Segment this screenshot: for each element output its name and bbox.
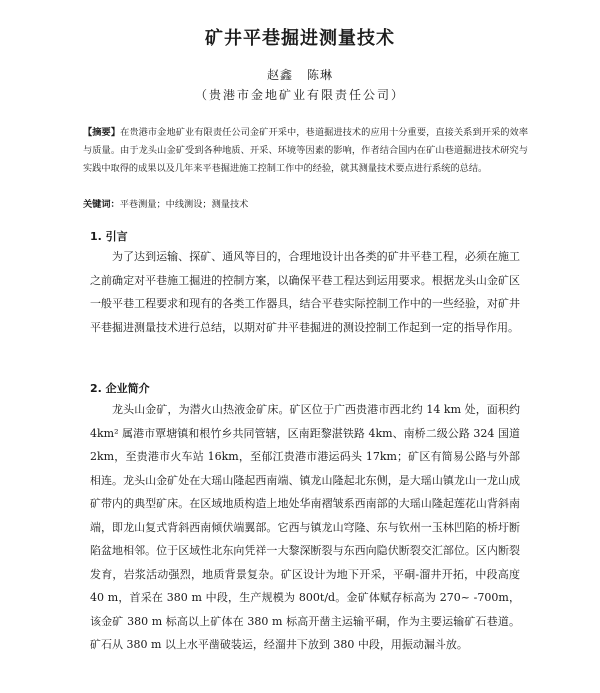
abstract-label: 【摘要】 — [83, 127, 121, 138]
section-paragraph: 为了达到运输、探矿、通风等目的，合理地设计出各类的矿井平巷工程，必须在施工之前确定对平巷施工掘进的控制方案，以确保平巷工程达到运用要求。根据龙头山金矿区一般平巷工程要求和现有的各类工作器具，结合平巷实际控制工作中的一些经验，对矿井平巷掘进测量技术进行总结，以期对矿井平巷掘进的测设控制工作起到一定的指导作用。 — [90, 250, 520, 334]
author-name: 赵鑫 — [266, 68, 293, 82]
abstract — [83, 124, 528, 178]
author-list — [0, 66, 600, 83]
abstract-text: 在贵港市金地矿业有限责任公司金矿开采中，巷道掘进技术的应用十分重要，直接关系到开采的效率与质量。由于龙头山金矿受到各种地质、开采、环境等因素的影响，作者结合国内在矿山巷道掘进技术研究与实践中取得的成果以及几年来平巷掘进施工控制工作中的经验，就其测量技术要点进行系统的总结。 — [83, 127, 529, 174]
paper-title: 矿井平巷掘进测量技术 — [205, 28, 395, 49]
keywords-label: 关键词： — [83, 199, 120, 210]
section-paragraph: 龙头山金矿，为潜火山热液金矿床。矿区位于广西贵港市西北约 14 km 处，面积约 4km² 属港市覃塘镇和根竹乡共同管辖，区南距黎湛铁路 4km、南桥二级公路 324 国道 2km，至贵港市火车站 16km，至郁江贵港市港运码头 17km；矿区有简易公路与外部相连。龙头山金矿处在大瑶山隆起西南端、镇龙山隆起北东侧，是大瑶山镇龙山一龙山成矿带内的典型矿床。在区域地质构造上地处华南褶皱系西南部的大瑶山隆起莲花山背斜南端，即龙山复式背斜西南倾伏端翼部。它西与镇龙山穹隆、东与钦州一玉林凹陷的桥圩断陷盆地相邻。位于区域性北东向凭祥一大黎深断裂与东西向隐伏断裂交汇部位。区内断裂发育，岩浆活动强烈，地质背景复杂。矿区设计为地下开采，平硐-溜井开拓，中段高度 40 m，首采在 380 m 中段，生产规模为 800t/d。金矿体赋存标高为 270~ -700m，该金矿 380 m 标高以上矿体在 380 m 标高开凿主运输平硐，作为主要运输矿石巷道。矿石从 380 m 以上水平凿破装运，经溜井下放到 380 中段，用振动漏斗放。 — [90, 403, 520, 651]
section-heading-introduction: 1. 引言 — [90, 230, 128, 243]
affiliation: （贵港市金地矿业有限责任公司） — [194, 88, 405, 102]
section-heading-company: 2. 企业简介 — [90, 382, 150, 395]
keywords — [83, 197, 528, 213]
keywords-text: 平巷测量；中线测设；测量技术 — [119, 199, 249, 210]
author-name: 陈琳 — [307, 68, 334, 82]
